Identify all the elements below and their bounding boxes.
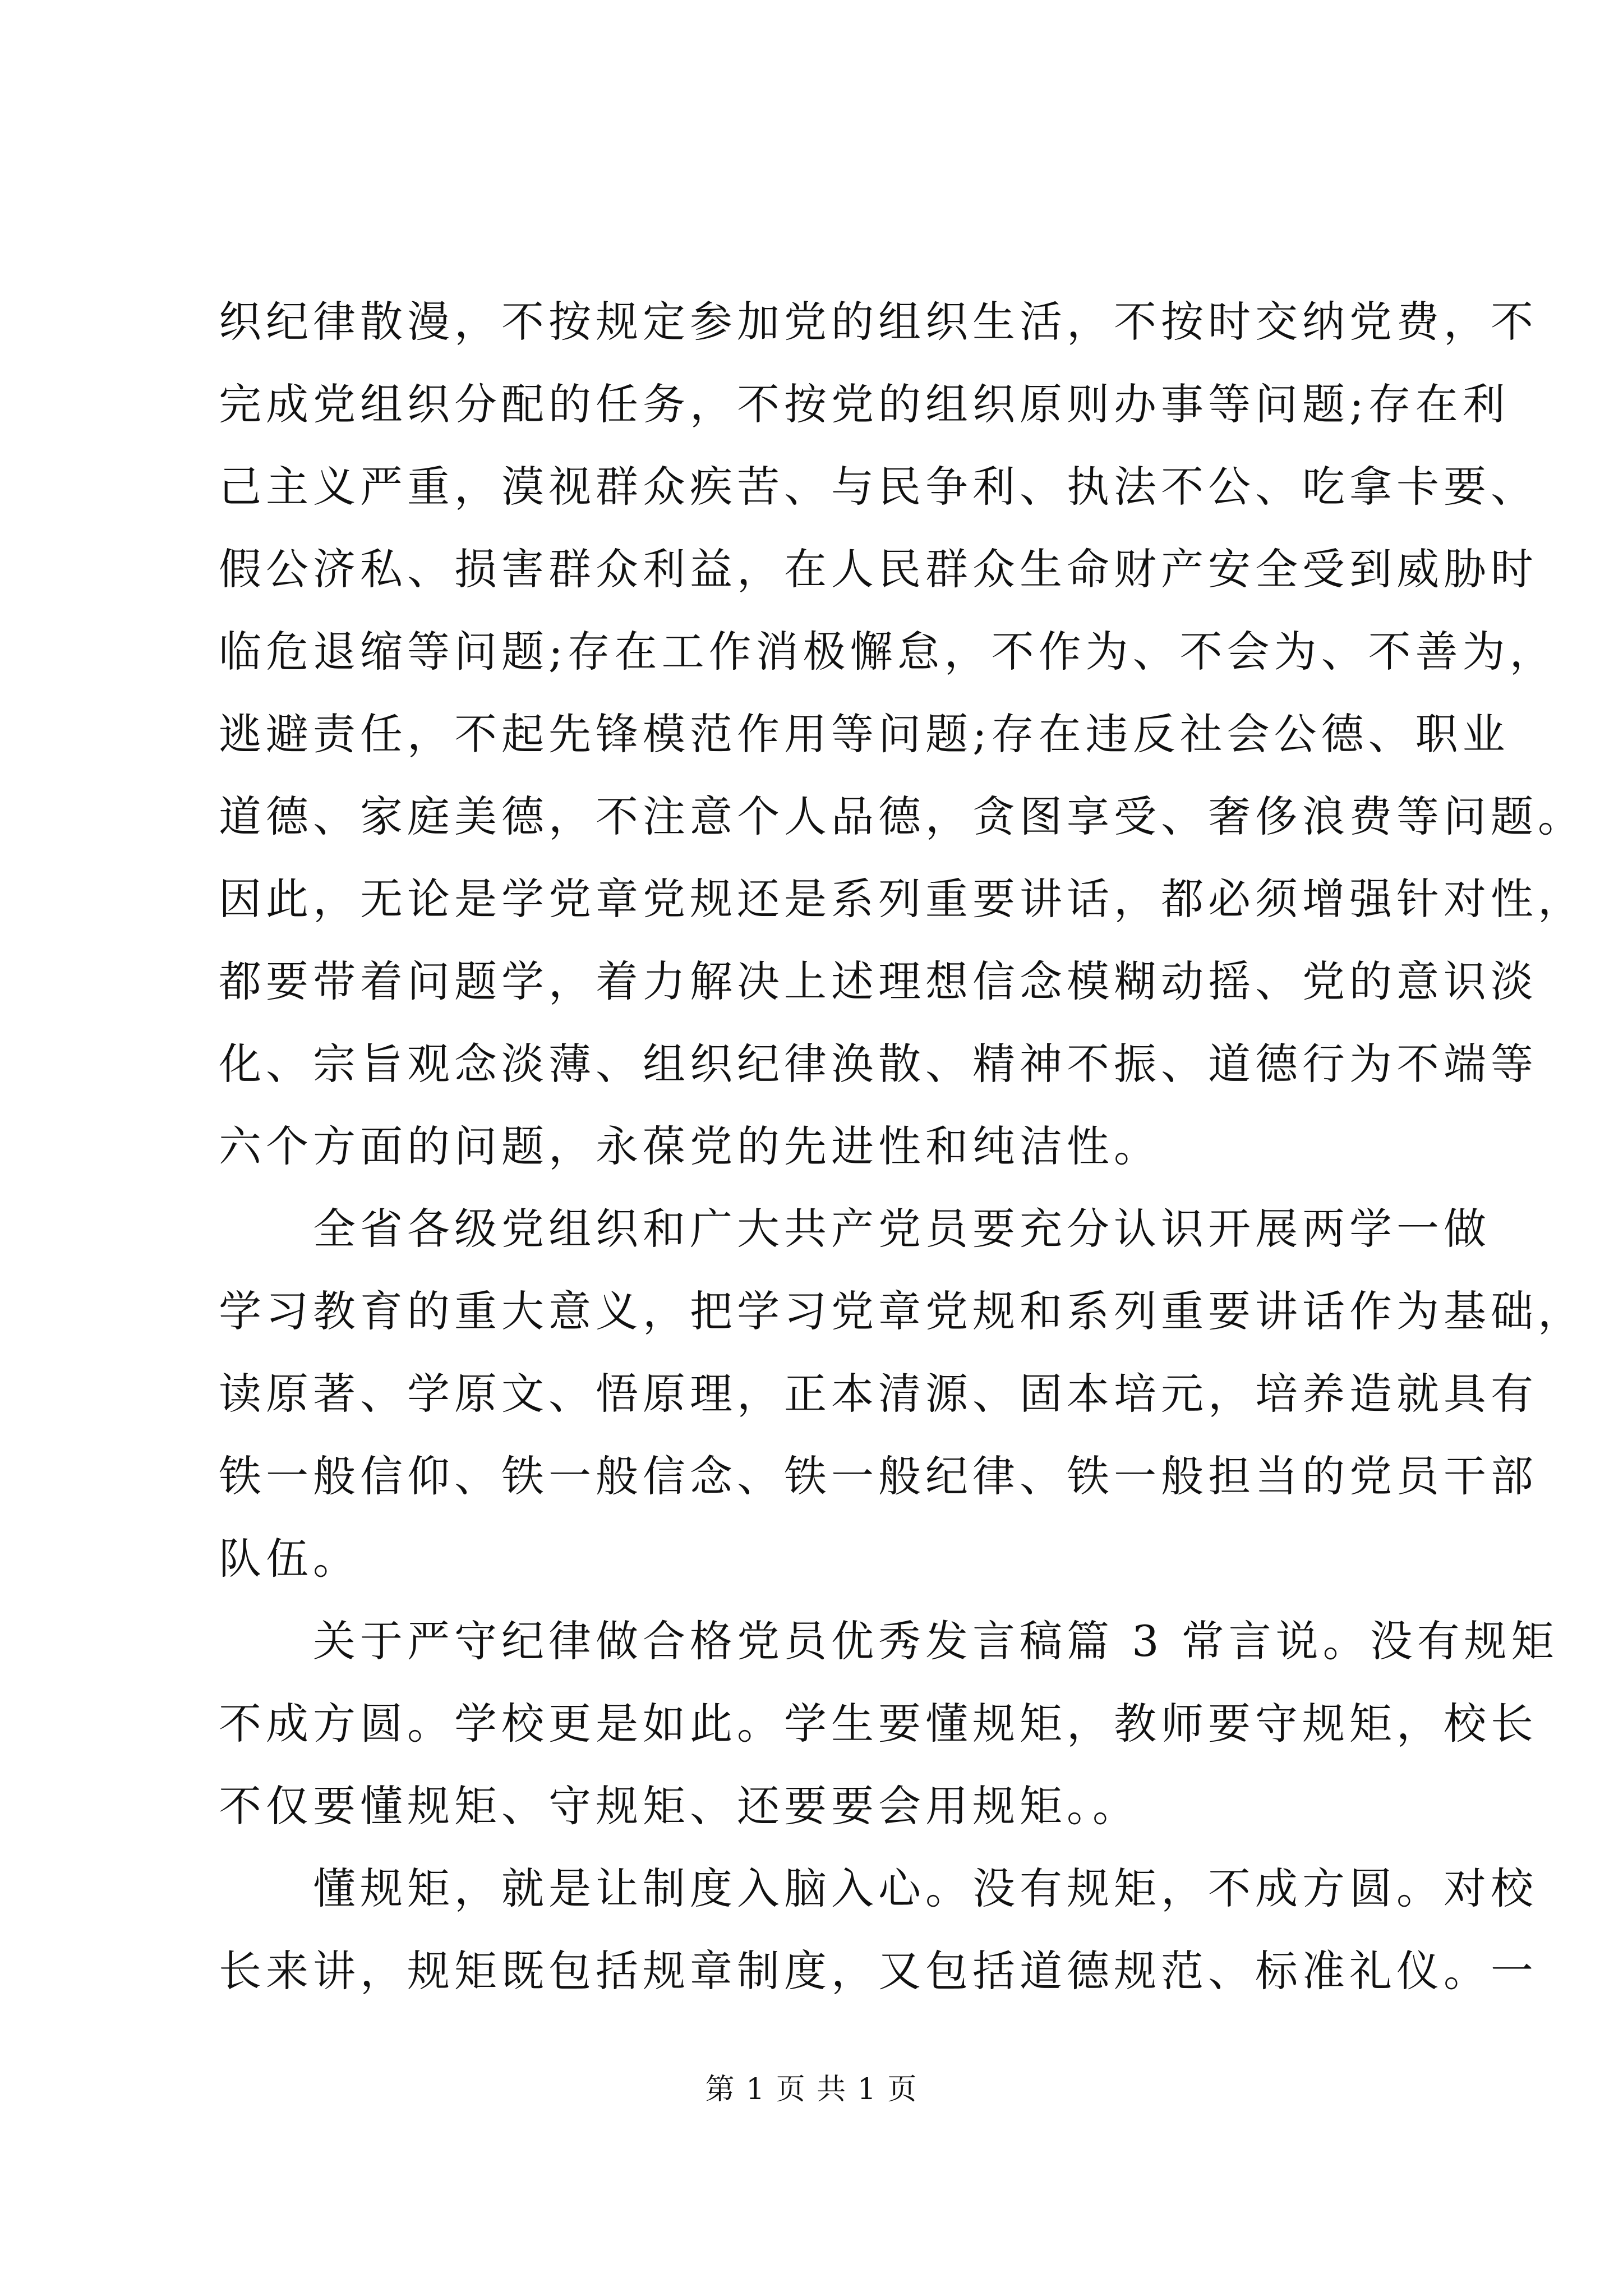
paragraph-1 — [219, 280, 1585, 1188]
paragraph-2 — [219, 1188, 1585, 1600]
text-line: 全省各级党组织和广大共产党员要充分认识开展两学一做 — [219, 1204, 1491, 1254]
text-line: 懂规矩，就是让制度入脑入心。没有规矩，不成方圆。对校 — [219, 1864, 1538, 1913]
text-line: 完成党组织分配的任务，不按党的组织原则办事等问题;存在利 — [219, 379, 1510, 429]
text-line: 学习教育的重大意义，把学习党章党规和系列重要讲话作为基础， — [219, 1286, 1585, 1336]
text-line: 临危退缩等问题;存在工作消极懈怠，不作为、不会为、不善为， — [219, 627, 1557, 677]
text-line: 队伍。 — [219, 1534, 360, 1584]
text-line: 逃避责任，不起先锋模范作用等问题;存在违反社会公德、职业 — [219, 709, 1510, 759]
text-line: 因此，无论是学党章党规还是系列重要讲话，都必须增强针对性， — [219, 874, 1585, 924]
page-footer: 第 1 页 共 1 页 — [705, 2073, 918, 2106]
text-line: 假公济私、损害群众利益，在人民群众生命财产安全受到威胁时 — [219, 544, 1538, 594]
paragraph-3 — [219, 1600, 1559, 1847]
text-line: 关于严守纪律做合格党员优秀发言稿篇 3 常言说。没有规矩 — [219, 1616, 1559, 1666]
text-line: 都要带着问题学，着力解决上述理想信念模糊动摇、党的意识淡 — [219, 956, 1538, 1006]
text-line: 道德、家庭美德，不注意个人品德，贪图享受、奢侈浪费等问题。 — [219, 792, 1585, 841]
text-line: 化、宗旨观念淡薄、组织纪律涣散、精神不振、道德行为不端等 — [219, 1039, 1538, 1089]
text-line: 不成方圆。学校更是如此。学生要懂规矩，教师要守规矩，校长 — [219, 1699, 1538, 1749]
text-line: 读原著、学原文、悟原理，正本清源、固本培元，培养造就具有 — [219, 1369, 1538, 1419]
text-line: 不仅要懂规矩、守规矩、还要要会用规矩。。 — [219, 1781, 1140, 1831]
paragraph-4 — [219, 1847, 1538, 2012]
text-line: 织纪律散漫，不按规定参加党的组织生活，不按时交纳党费，不 — [219, 297, 1538, 347]
text-line: 六个方面的问题，永葆党的先进性和纯洁性。 — [219, 1121, 1161, 1171]
text-line: 铁一般信仰、铁一般信念、铁一般纪律、铁一般担当的党员干部 — [219, 1451, 1538, 1501]
document-body — [219, 280, 1585, 2012]
text-line: 己主义严重，漠视群众疾苦、与民争利、执法不公、吃拿卡要、 — [219, 462, 1538, 512]
text-line: 长来讲，规矩既包括规章制度，又包括道德规范、标准礼仪。一 — [219, 1946, 1538, 1996]
